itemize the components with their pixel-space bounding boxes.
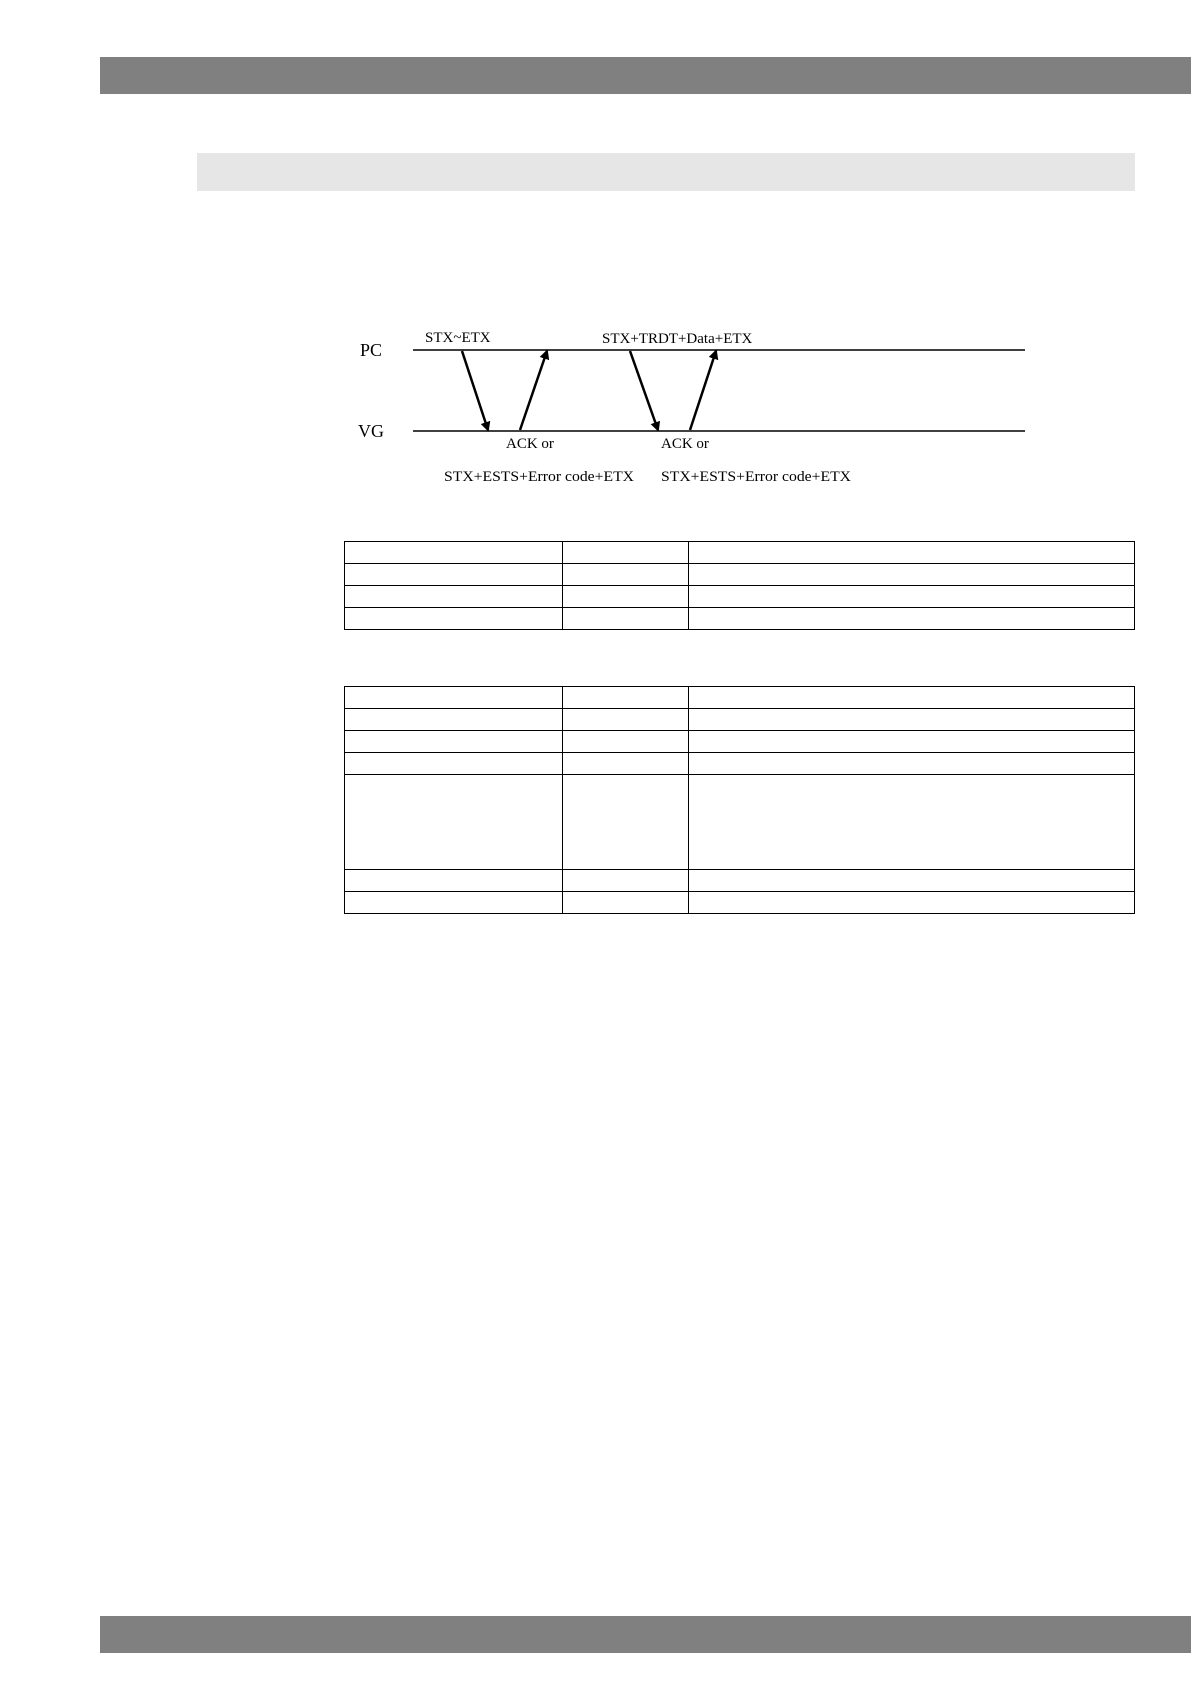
table-cell	[563, 892, 689, 914]
table-row	[345, 542, 1135, 564]
table-cell	[563, 753, 689, 775]
communication-sequence-diagram	[340, 320, 1040, 490]
table-cell	[689, 608, 1135, 630]
table-cell	[345, 870, 563, 892]
table-cell	[689, 709, 1135, 731]
vg-lane-label: VG	[358, 421, 384, 441]
ack-label-1: ACK or	[506, 436, 554, 452]
table-cell	[689, 775, 1135, 870]
table-cell	[689, 731, 1135, 753]
section-title-band	[197, 153, 1135, 191]
table-cell	[345, 564, 563, 586]
table-row	[345, 753, 1135, 775]
command-arrow	[462, 351, 488, 430]
table-cell	[563, 564, 689, 586]
table-cell	[345, 608, 563, 630]
command-label: STX~ETX	[425, 330, 491, 346]
table-cell	[563, 542, 689, 564]
table-row	[345, 870, 1135, 892]
table-cell	[345, 775, 563, 870]
footer-bar	[100, 1616, 1191, 1653]
table-cell	[345, 542, 563, 564]
data-label: STX+TRDT+Data+ETX	[602, 331, 753, 347]
table-row	[345, 731, 1135, 753]
table-row	[345, 586, 1135, 608]
table-cell	[689, 870, 1135, 892]
table-row	[345, 608, 1135, 630]
table-cell	[563, 731, 689, 753]
data-arrow	[630, 351, 658, 430]
pc-lane-label: PC	[360, 340, 383, 360]
table-cell	[345, 687, 563, 709]
ack-arrow-1	[520, 351, 547, 430]
table-cell	[563, 775, 689, 870]
table-cell	[563, 608, 689, 630]
table-cell	[345, 753, 563, 775]
table-row	[345, 709, 1135, 731]
table-cell	[345, 709, 563, 731]
table-cell	[345, 892, 563, 914]
table-cell	[563, 870, 689, 892]
table-row	[345, 775, 1135, 870]
header-bar	[100, 57, 1191, 94]
table-row	[345, 687, 1135, 709]
table-cell	[563, 586, 689, 608]
table-cell	[563, 687, 689, 709]
table-1	[344, 541, 1135, 630]
table-cell	[689, 586, 1135, 608]
table-cell	[345, 731, 563, 753]
table-cell	[345, 586, 563, 608]
table-cell	[689, 687, 1135, 709]
table-cell	[689, 892, 1135, 914]
table-cell	[689, 564, 1135, 586]
error-label-2: STX+ESTS+Error code+ETX	[661, 469, 852, 485]
table-2	[344, 686, 1135, 914]
table-cell	[563, 709, 689, 731]
error-label-1: STX+ESTS+Error code+ETX	[444, 469, 635, 485]
table-cell	[689, 542, 1135, 564]
table-row	[345, 564, 1135, 586]
table-cell	[689, 753, 1135, 775]
ack-label-2: ACK or	[661, 436, 709, 452]
ack-arrow-2	[690, 351, 716, 430]
table-row	[345, 892, 1135, 914]
